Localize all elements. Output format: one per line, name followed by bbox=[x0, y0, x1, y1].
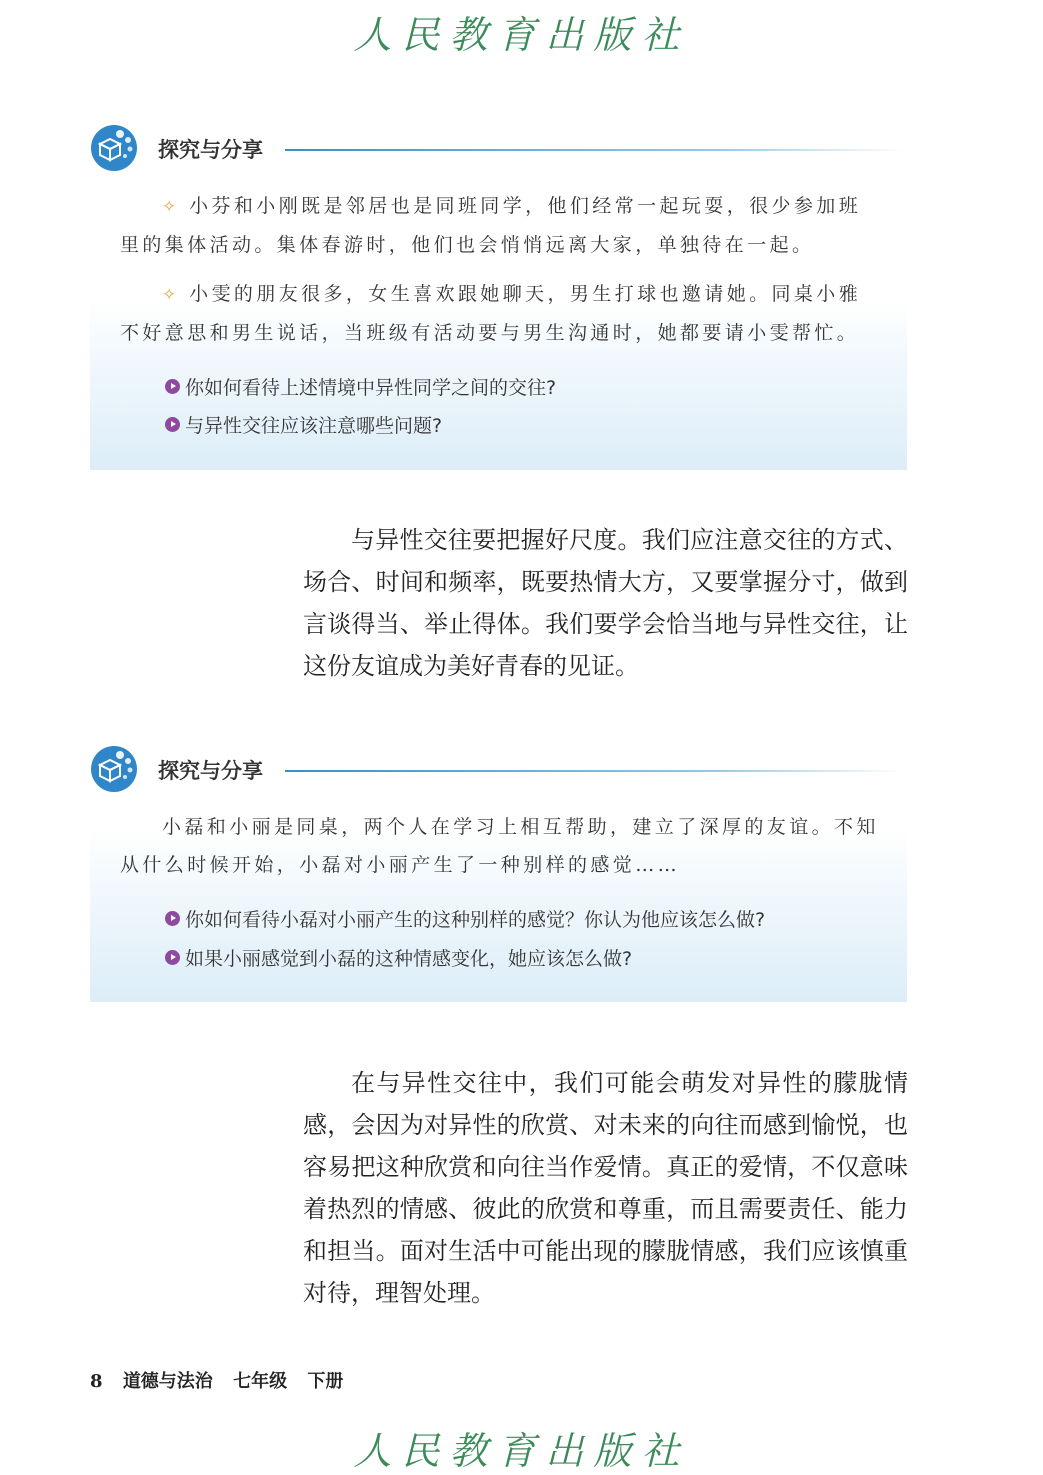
question-text: 与异性交往应该注意哪些问题? bbox=[185, 415, 443, 437]
publisher-logo: 人民教育出版社 bbox=[353, 13, 690, 57]
play-bullet-icon bbox=[165, 950, 180, 965]
body-paragraph-2: 在与异性交往中，我们可能会萌发对异性的朦胧情感，会因为对异性的欣赏、对未来的向往而感到愉悦，也容易把这种欣赏和向往当作爱情。真正的爱情，不仅意味着热烈的情感、彼此的欣赏和尊重，而且需要责任、能力和担当。面对生活中可能出现的朦胧情感，我们应该慎重对待，理智处理。 bbox=[303, 1069, 908, 1307]
explore-title: 探究与分享 bbox=[158, 759, 263, 783]
page-footer bbox=[90, 1367, 357, 1393]
play-bullet-icon bbox=[165, 379, 180, 394]
explore-title: 探究与分享 bbox=[158, 138, 263, 162]
question-3 bbox=[165, 905, 765, 932]
explore-cube-icon bbox=[90, 745, 138, 793]
publisher-logo: 人民教育出版社 bbox=[353, 1429, 690, 1473]
question-text: 你如何看待上述情境中异性同学之间的交往? bbox=[185, 377, 557, 399]
scenario-1 bbox=[120, 187, 880, 264]
diamond-icon: ✧ bbox=[162, 197, 180, 217]
scenario-text: 小芬和小刚既是邻居也是同班同学，他们经常一起玩耍，很少参加班里的集体活动。集体春游时，他们也会悄悄远离大家，单独待在一起。 bbox=[120, 195, 862, 256]
explore-header bbox=[90, 745, 910, 795]
scenario-2 bbox=[120, 275, 880, 352]
play-bullet-icon bbox=[165, 911, 180, 926]
volume-label: 下册 bbox=[307, 1371, 344, 1392]
question-2 bbox=[165, 411, 442, 438]
page-number: 8 bbox=[90, 1371, 103, 1392]
play-bullet-icon bbox=[165, 417, 180, 432]
explore-cube-icon bbox=[90, 124, 138, 172]
explore-rule bbox=[285, 149, 905, 151]
question-1 bbox=[165, 373, 556, 400]
scenario-3: 小磊和小丽是同桌，两个人在学习上相互帮助，建立了深厚的友谊。不知从什么时候开始，小磊对小丽产生了一种别样的感觉…… bbox=[120, 816, 879, 876]
question-4 bbox=[165, 944, 632, 971]
explore-rule bbox=[285, 770, 905, 772]
question-text: 你如何看待小磊对小丽产生的这种别样的感觉？你认为他应该怎么做? bbox=[185, 909, 766, 931]
explore-header bbox=[90, 124, 910, 174]
book-title: 道德与法治 bbox=[122, 1371, 213, 1392]
scenario-text: 小雯的朋友很多，女生喜欢跟她聊天，男生打球也邀请她。同桌小雅不好意思和男生说话，当班级有活动要与男生沟通时，她都要请小雯帮忙。 bbox=[120, 283, 862, 344]
diamond-icon: ✧ bbox=[162, 285, 180, 305]
body-paragraph-1: 与异性交往要把握好尺度。我们应注意交往的方式、场合、时间和频率，既要热情大方，又要掌握分寸，做到言谈得当、举止得体。我们要学会恰当地与异性交往，让这份友谊成为美好青春的见证。 bbox=[303, 526, 908, 680]
question-text: 如果小丽感觉到小磊的这种情感变化，她应该怎么做? bbox=[185, 948, 633, 970]
grade-label: 七年级 bbox=[233, 1371, 288, 1392]
